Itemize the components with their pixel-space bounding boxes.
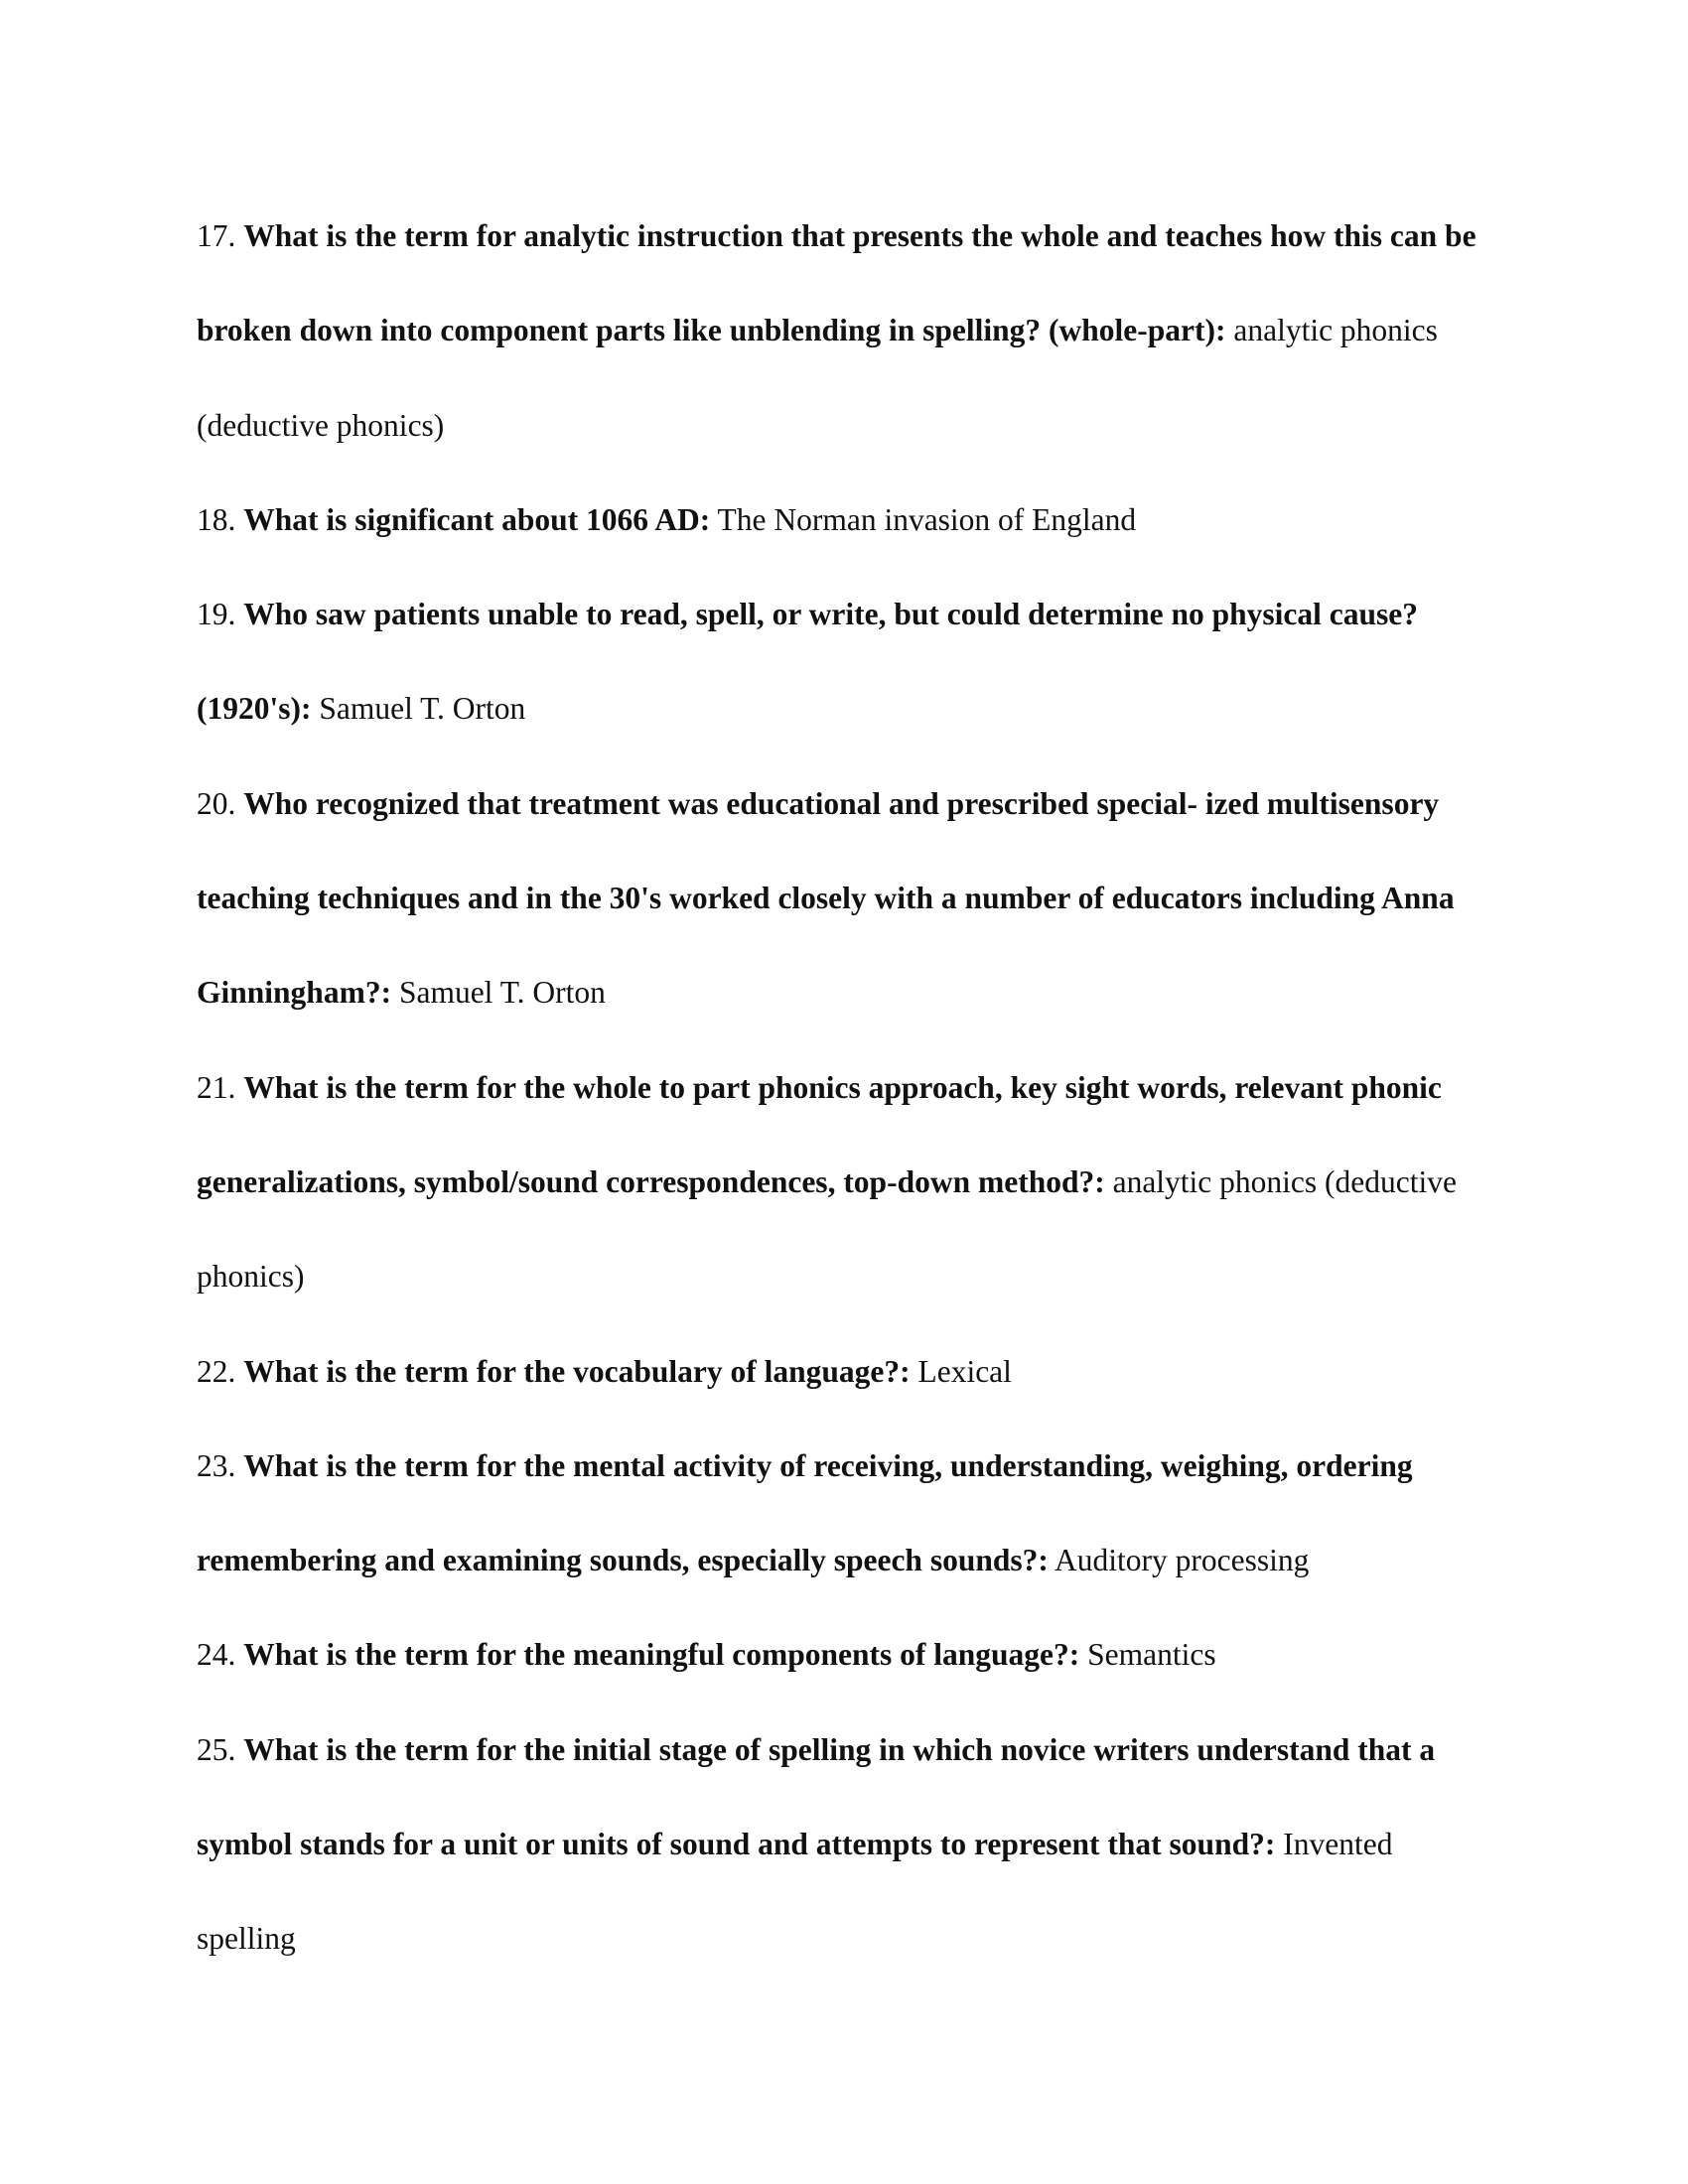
item-number: 20. xyxy=(197,785,236,821)
item-number: 22. xyxy=(197,1353,236,1389)
question-item-18 xyxy=(197,473,1497,567)
question-item-22 xyxy=(197,1324,1497,1419)
item-number: 17. xyxy=(197,218,236,253)
answer-text: The Norman invasion of England xyxy=(717,501,1137,537)
item-number: 23. xyxy=(197,1447,236,1483)
question-item-24 xyxy=(197,1607,1497,1702)
answer-text: Samuel T. Orton xyxy=(398,975,606,1011)
item-number: 25. xyxy=(197,1731,236,1767)
answer-text: Invented spelling xyxy=(197,1827,1393,1957)
answer-text: Semantics xyxy=(1087,1637,1216,1673)
item-number: 24. xyxy=(197,1637,236,1673)
question-text: Who saw patients unable to read, spell, or write, but could determine no physical cause? (1920's): xyxy=(197,597,1419,727)
question-item-21 xyxy=(197,1040,1497,1324)
question-text: What is the term for the vocabulary of language?: xyxy=(243,1353,911,1389)
question-item-25 xyxy=(197,1703,1497,1986)
question-item-23 xyxy=(197,1419,1497,1608)
answer-text: Auditory processing xyxy=(1055,1543,1310,1578)
question-text: What is the term for the whole to part phonics approach, key sight words, relevant phonic generalizations, symbol/sound correspondences, top-down method?: xyxy=(197,1069,1442,1199)
question-text: Who recognized that treatment was educational and prescribed special- ized multisensory teaching techniques and in the 30's worked closely with a number of educators including Anna Ginningham?: xyxy=(197,785,1455,1011)
flashcard-page xyxy=(197,189,1497,1986)
item-number: 21. xyxy=(197,1069,236,1105)
answer-text: analytic phonics (deductive phonics) xyxy=(197,1163,1457,1295)
question-text: What is the term for the meaningful components of language?: xyxy=(243,1637,1080,1673)
question-item-19 xyxy=(197,567,1497,756)
answer-text: Lexical xyxy=(917,1353,1012,1389)
answer-text: Samuel T. Orton xyxy=(319,691,526,727)
question-text: What is the term for analytic instruction that presents the whole and teaches how this can be broken down into component parts like unblending in spelling? (whole-part): xyxy=(197,218,1477,348)
question-text: What is significant about 1066 AD: xyxy=(243,501,711,537)
question-item-17 xyxy=(197,189,1497,473)
item-number: 18. xyxy=(197,501,236,537)
question-item-20 xyxy=(197,756,1497,1040)
answer-text: analytic phonics (deductive phonics) xyxy=(197,313,1438,443)
question-text: What is the term for the mental activity of receiving, understanding, weighing, ordering remembering and examining sounds, especially speech sounds?: xyxy=(197,1447,1413,1578)
question-text: What is the term for the initial stage of spelling in which novice writers understand that a symbol stands for a unit or units of sound and attempts to represent that sound?: xyxy=(197,1731,1436,1862)
item-number: 19. xyxy=(197,597,236,632)
